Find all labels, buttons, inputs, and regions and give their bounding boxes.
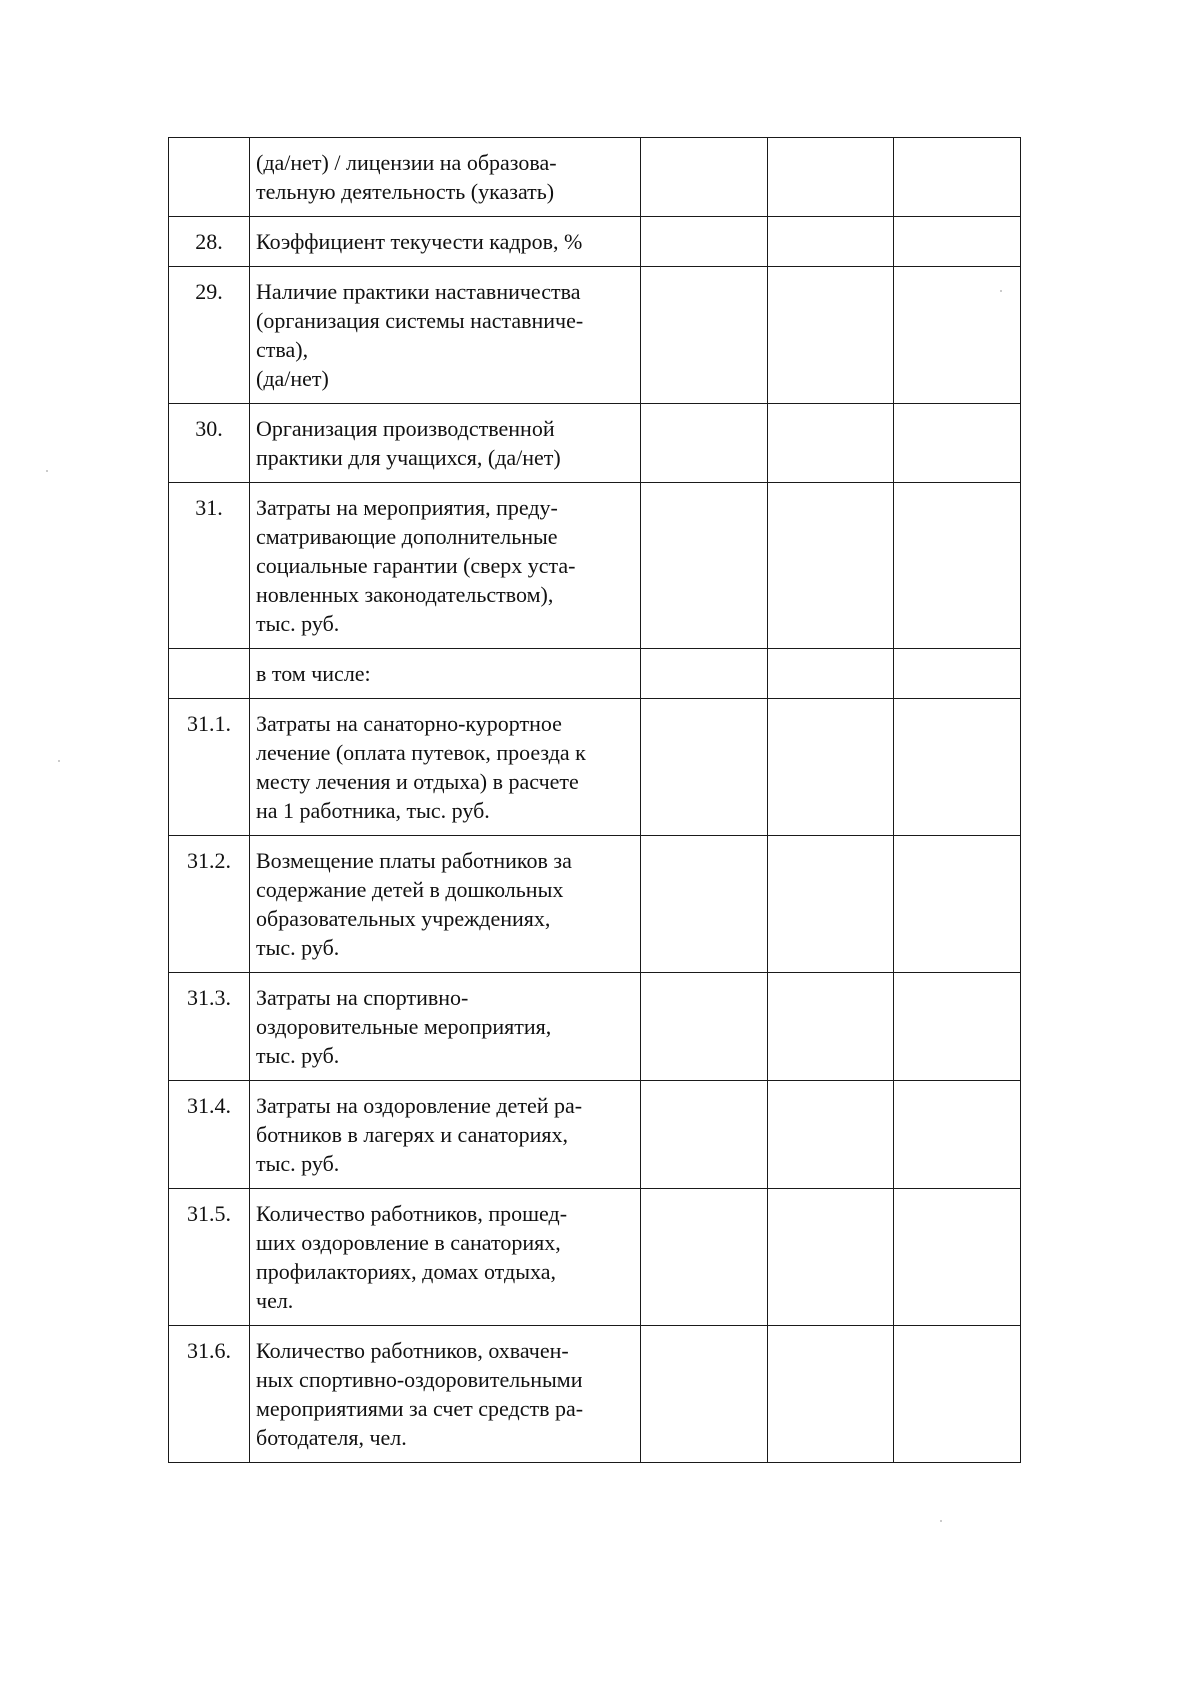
value-cell-2[interactable] <box>768 699 894 836</box>
value-cell-3[interactable] <box>894 836 1021 973</box>
indicators-table-body <box>169 138 1021 1463</box>
row-number: 31. <box>169 483 250 649</box>
indicator-name <box>250 649 641 699</box>
indicator-name-line: образовательных учреждениях, <box>256 906 551 931</box>
value-cell-2[interactable] <box>768 267 894 404</box>
scan-speck <box>940 1520 942 1522</box>
indicator-name-line: сматривающие дополнительные <box>256 524 558 549</box>
value-cell-2[interactable] <box>768 138 894 217</box>
table-row <box>169 699 1021 836</box>
indicator-name <box>250 267 641 404</box>
indicator-name-line: тыс. руб. <box>256 935 340 960</box>
indicator-name <box>250 483 641 649</box>
value-cell-1[interactable] <box>641 836 768 973</box>
indicator-name <box>250 1081 641 1189</box>
value-cell-1[interactable] <box>641 699 768 836</box>
table-row <box>169 1326 1021 1463</box>
indicator-name-line: Количество работников, прошед- <box>256 1201 568 1226</box>
indicator-name-line: Возмещение платы работников за <box>256 848 572 873</box>
table-row <box>169 267 1021 404</box>
indicator-name-line: тыс. руб. <box>256 1043 340 1068</box>
row-number: 31.2. <box>169 836 250 973</box>
indicator-name-line: тельную деятельность (указать) <box>256 179 555 204</box>
indicator-name-line: ботников в лагерях и санаториях, <box>256 1122 569 1147</box>
value-cell-1[interactable] <box>641 649 768 699</box>
indicator-name-line: социальные гарантии (сверх уста- <box>256 553 576 578</box>
scan-speck <box>1000 290 1002 292</box>
row-number <box>169 649 250 699</box>
scan-speck <box>46 470 48 472</box>
table-row <box>169 1081 1021 1189</box>
scan-speck <box>58 760 60 762</box>
value-cell-3[interactable] <box>894 404 1021 483</box>
indicator-name-line: чел. <box>256 1288 294 1313</box>
value-cell-1[interactable] <box>641 973 768 1081</box>
value-cell-2[interactable] <box>768 483 894 649</box>
indicator-name-line: Затраты на санаторно-курортное <box>256 711 562 736</box>
table-row <box>169 138 1021 217</box>
indicator-name-line: ших оздоровление в санаториях, <box>256 1230 561 1255</box>
row-number: 31.3. <box>169 973 250 1081</box>
value-cell-3[interactable] <box>894 1189 1021 1326</box>
table-row <box>169 973 1021 1081</box>
row-number: 31.4. <box>169 1081 250 1189</box>
indicator-name-line: Коэффициент текучести кадров, % <box>256 229 583 254</box>
value-cell-2[interactable] <box>768 649 894 699</box>
indicator-name <box>250 1189 641 1326</box>
value-cell-1[interactable] <box>641 483 768 649</box>
value-cell-2[interactable] <box>768 1326 894 1463</box>
indicator-name <box>250 973 641 1081</box>
indicator-name-line: Организация производственной <box>256 416 555 441</box>
indicator-name <box>250 217 641 267</box>
indicators-table <box>168 137 1021 1463</box>
table-row <box>169 836 1021 973</box>
value-cell-3[interactable] <box>894 138 1021 217</box>
indicator-name <box>250 138 641 217</box>
value-cell-3[interactable] <box>894 217 1021 267</box>
row-number: 29. <box>169 267 250 404</box>
row-number: 31.1. <box>169 699 250 836</box>
value-cell-2[interactable] <box>768 1189 894 1326</box>
indicator-name-line: ных спортивно-оздоровительными <box>256 1367 583 1392</box>
indicator-name <box>250 1326 641 1463</box>
indicator-name-line: мероприятиями за счет средств ра- <box>256 1396 584 1421</box>
value-cell-3[interactable] <box>894 649 1021 699</box>
row-number: 28. <box>169 217 250 267</box>
value-cell-1[interactable] <box>641 267 768 404</box>
value-cell-2[interactable] <box>768 1081 894 1189</box>
indicator-name-line: тыс. руб. <box>256 1151 340 1176</box>
value-cell-2[interactable] <box>768 217 894 267</box>
row-number <box>169 138 250 217</box>
row-number: 31.6. <box>169 1326 250 1463</box>
value-cell-3[interactable] <box>894 267 1021 404</box>
row-number: 30. <box>169 404 250 483</box>
indicator-name-line: лечение (оплата путевок, проезда к <box>256 740 586 765</box>
indicator-name-line: новленных законодательством), <box>256 582 554 607</box>
indicator-name-line: на 1 работника, тыс. руб. <box>256 798 490 823</box>
indicator-name-line: (да/нет) <box>256 366 329 391</box>
indicator-name-line: Затраты на оздоровление детей ра- <box>256 1093 583 1118</box>
indicator-name <box>250 836 641 973</box>
value-cell-1[interactable] <box>641 1081 768 1189</box>
indicator-name-line: месту лечения и отдыха) в расчете <box>256 769 579 794</box>
value-cell-1[interactable] <box>641 404 768 483</box>
value-cell-2[interactable] <box>768 973 894 1081</box>
indicator-name-line: тыс. руб. <box>256 611 340 636</box>
indicator-name-line: (организация системы наставниче- <box>256 308 584 333</box>
indicator-name-line: оздоровительные мероприятия, <box>256 1014 552 1039</box>
indicator-name-line: (да/нет) / лицензии на образова- <box>256 150 557 175</box>
value-cell-3[interactable] <box>894 973 1021 1081</box>
table-row <box>169 404 1021 483</box>
table-row <box>169 1189 1021 1326</box>
indicator-name-line: Количество работников, охвачен- <box>256 1338 569 1363</box>
value-cell-1[interactable] <box>641 217 768 267</box>
value-cell-1[interactable] <box>641 1189 768 1326</box>
table-row <box>169 483 1021 649</box>
value-cell-3[interactable] <box>894 483 1021 649</box>
value-cell-3[interactable] <box>894 699 1021 836</box>
indicator-name-line: Затраты на спортивно- <box>256 985 469 1010</box>
value-cell-2[interactable] <box>768 836 894 973</box>
indicator-name-line: профилакториях, домах отдыха, <box>256 1259 556 1284</box>
indicator-name-line: в том числе: <box>256 661 371 686</box>
table-row <box>169 217 1021 267</box>
row-number: 31.5. <box>169 1189 250 1326</box>
value-cell-3[interactable] <box>894 1081 1021 1189</box>
value-cell-2[interactable] <box>768 404 894 483</box>
indicator-name-line: Затраты на мероприятия, преду- <box>256 495 558 520</box>
table-row <box>169 649 1021 699</box>
indicator-name <box>250 404 641 483</box>
value-cell-1[interactable] <box>641 138 768 217</box>
indicator-name <box>250 699 641 836</box>
indicator-name-line: Наличие практики наставничества <box>256 279 581 304</box>
value-cell-3[interactable] <box>894 1326 1021 1463</box>
indicator-name-line: ботодателя, чел. <box>256 1425 407 1450</box>
indicator-name-line: ства), <box>256 337 309 362</box>
indicator-name-line: содержание детей в дошкольных <box>256 877 564 902</box>
indicator-name-line: практики для учащихся, (да/нет) <box>256 445 561 470</box>
value-cell-1[interactable] <box>641 1326 768 1463</box>
